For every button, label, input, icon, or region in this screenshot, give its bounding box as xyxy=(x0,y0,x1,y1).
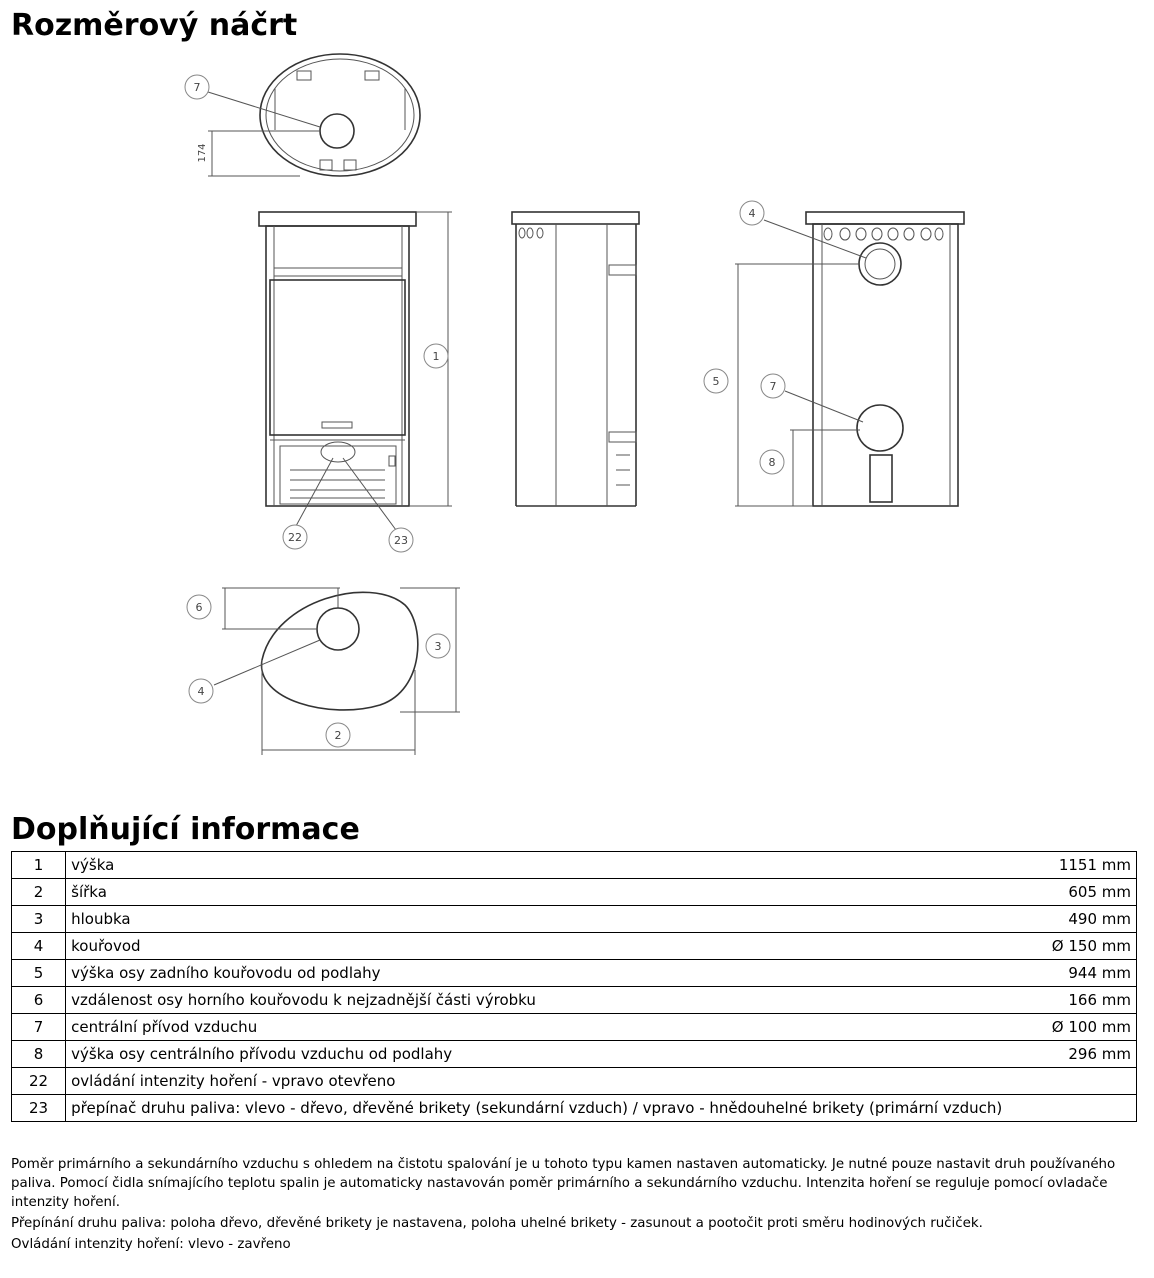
row-number: 1 xyxy=(12,852,66,879)
callout-23 xyxy=(389,528,413,552)
notes xyxy=(11,1155,1121,1254)
table-row xyxy=(12,933,1137,960)
table-row xyxy=(12,879,1137,906)
callout-6 xyxy=(187,595,211,619)
section-title-sketch: Rozměrový náčrt xyxy=(11,8,298,43)
callout-3 xyxy=(426,634,450,658)
row-description: ovládání intenzity hoření - vpravo otevřeno xyxy=(66,1068,1008,1095)
svg-text:4: 4 xyxy=(748,207,756,220)
row-value xyxy=(1007,1095,1136,1122)
dimension-drawing xyxy=(0,50,1154,780)
table-row xyxy=(12,960,1137,987)
dimensions-table xyxy=(11,851,1137,1122)
row-number: 3 xyxy=(12,906,66,933)
row-value: 166 mm xyxy=(1007,987,1136,1014)
section-title-info: Doplňující informace xyxy=(11,812,360,847)
callout-8 xyxy=(760,450,784,474)
row-value: 490 mm xyxy=(1007,906,1136,933)
table-row xyxy=(12,906,1137,933)
note-paragraph-fuel-switch: Přepínání druhu paliva: poloha dřevo, dřevěné brikety je nastavena, poloha uhelné brikety - zasunout a pootočit proti směru hodinových ručiček. xyxy=(11,1216,983,1231)
row-number: 8 xyxy=(12,1041,66,1068)
top-view-lower xyxy=(187,588,460,755)
svg-text:23: 23 xyxy=(394,534,408,547)
svg-text:3: 3 xyxy=(434,640,442,653)
note-paragraph-intensity: Ovládání intenzity hoření: vlevo - zavřeno xyxy=(11,1237,291,1252)
svg-text:1: 1 xyxy=(432,350,440,363)
table-row xyxy=(12,1014,1137,1041)
row-description: šířka xyxy=(66,879,1008,906)
callout-5 xyxy=(704,369,728,393)
svg-text:8: 8 xyxy=(768,456,776,469)
row-number: 2 xyxy=(12,879,66,906)
table-row xyxy=(12,987,1137,1014)
table-row xyxy=(12,852,1137,879)
row-description: centrální přívod vzduchu xyxy=(66,1014,1008,1041)
row-number: 22 xyxy=(12,1068,66,1095)
row-description: přepínač druhu paliva: vlevo - dřevo, dřevěné brikety (sekundární vzduch) / vpravo - hnědouhelné brikety (primární vzduch) xyxy=(66,1095,1008,1122)
rear-view xyxy=(704,201,964,506)
row-value: 1151 mm xyxy=(1007,852,1136,879)
row-description: hloubka xyxy=(66,906,1008,933)
svg-text:7: 7 xyxy=(193,81,201,94)
row-description: výška osy zadního kouřovodu od podlahy xyxy=(66,960,1008,987)
note-paragraph-automatic-air: Poměr primárního a sekundárního vzduchu s ohledem na čistotu spalování je u tohoto typu kamen nastaven automaticky. Je nutné pouze nastavit druh používaného paliva. Pomocí čidla snímajícího teplotu spalin je automaticky nastavován poměr primárního a sekundárního vzduchu. Intenzita hoření se reguluje pomocí ovladače intenzity hoření. xyxy=(11,1157,1116,1210)
row-number: 7 xyxy=(12,1014,66,1041)
side-view xyxy=(512,212,639,506)
row-value: 944 mm xyxy=(1007,960,1136,987)
callout-7-top xyxy=(185,75,209,99)
row-number: 4 xyxy=(12,933,66,960)
row-value: Ø 150 mm xyxy=(1007,933,1136,960)
svg-text:7: 7 xyxy=(769,380,777,393)
table-row xyxy=(12,1095,1137,1122)
dimension-174-label: 174 xyxy=(197,143,208,163)
callout-7-rear xyxy=(761,374,785,398)
row-number: 23 xyxy=(12,1095,66,1122)
callout-1 xyxy=(424,344,448,368)
row-description: kouřovod xyxy=(66,933,1008,960)
row-value: 296 mm xyxy=(1007,1041,1136,1068)
callout-4-top xyxy=(189,679,213,703)
table-row xyxy=(12,1068,1137,1095)
callout-2 xyxy=(326,723,350,747)
table-row xyxy=(12,1041,1137,1068)
row-value xyxy=(1007,1068,1136,1095)
callout-4-rear xyxy=(740,201,764,225)
row-number: 6 xyxy=(12,987,66,1014)
row-value: 605 mm xyxy=(1007,879,1136,906)
svg-text:6: 6 xyxy=(195,601,203,614)
svg-text:4: 4 xyxy=(197,685,205,698)
row-number: 5 xyxy=(12,960,66,987)
front-view xyxy=(259,212,452,552)
top-view-upper xyxy=(185,54,420,176)
row-description: výška xyxy=(66,852,1008,879)
svg-text:2: 2 xyxy=(334,729,342,742)
callout-22 xyxy=(283,525,307,549)
row-description: výška osy centrálního přívodu vzduchu od podlahy xyxy=(66,1041,1008,1068)
svg-text:5: 5 xyxy=(712,375,720,388)
svg-text:22: 22 xyxy=(288,531,302,544)
row-description: vzdálenost osy horního kouřovodu k nejzadnější části výrobku xyxy=(66,987,1008,1014)
row-value: Ø 100 mm xyxy=(1007,1014,1136,1041)
